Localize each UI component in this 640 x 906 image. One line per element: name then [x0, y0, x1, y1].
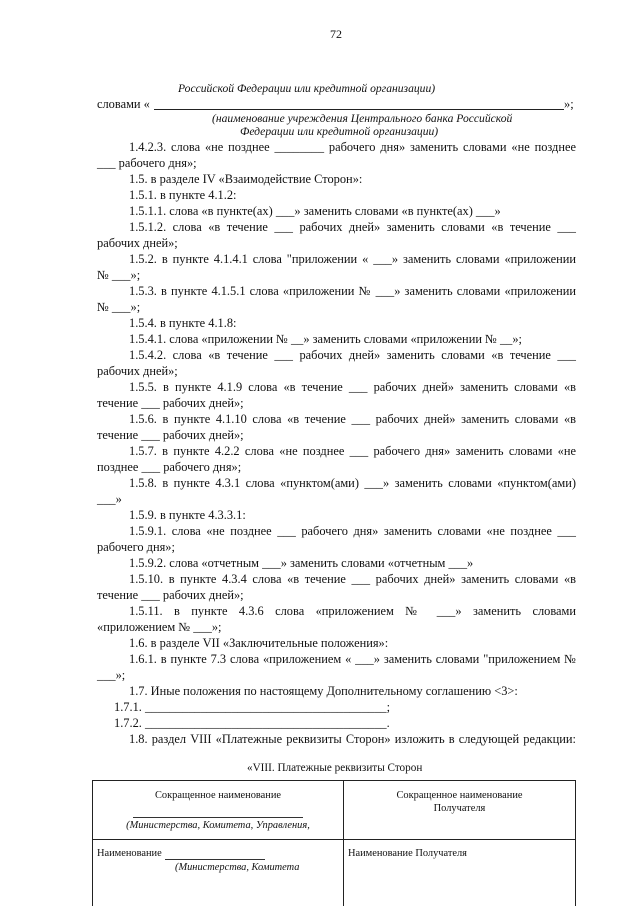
- institution-caption-line1: (наименование учреждения Центрального банка Российской: [212, 112, 513, 125]
- paragraph-1-5-4: 1.5.4. в пункте 4.1.8:: [129, 316, 237, 330]
- paragraph-1-5-3-cont: № ___»;: [97, 300, 141, 314]
- paragraph-1-7: 1.7. Иные положения по настоящему Дополнительному соглашению <3>:: [129, 684, 518, 698]
- paragraph-1-5-1-2: 1.5.1.2. слова «в течение ___ рабочих дней» заменить словами «в течение ___: [129, 220, 576, 234]
- paragraph-1-5-6-cont: течение ___ рабочих дней»;: [97, 428, 244, 442]
- paragraph-1-5-8-cont: ___»: [97, 492, 122, 506]
- table-left-row2-caption: (Министерства, Комитета: [175, 862, 300, 873]
- header-caption: Российской Федерации или кредитной организации): [178, 82, 436, 95]
- paragraph-1-5-1: 1.5.1. в пункте 4.1.2:: [129, 188, 237, 202]
- paragraph-1-5-9-2: 1.5.9.2. слова «отчетным ___» заменить словами «отчетным ___»: [129, 556, 474, 570]
- paragraph-1-5-11-cont: «приложением № ___»;: [97, 620, 222, 634]
- paragraph-1-5-6: 1.5.6. в пункте 4.1.10 слова «в течение ___ рабочих дней» заменить словами «в: [129, 412, 576, 426]
- paragraph-1-5-9-1-cont: рабочего дня»;: [97, 540, 175, 554]
- paragraph-1-7-1: 1.7.1. _______________________________________;: [114, 700, 391, 714]
- paragraph-1-5-7: 1.5.7. в пункте 4.2.2 слова «не позднее ___ рабочего дня» заменить словами «не: [129, 444, 576, 458]
- table-right-row2-label: Наименование Получателя: [348, 848, 467, 859]
- paragraph-1-5-4-2-cont: рабочих дней»;: [97, 364, 178, 378]
- paragraph-1-4-2-3: 1.4.2.3. слова «не позднее ________ рабочего дня» заменить словами «не позднее: [129, 140, 576, 154]
- paragraph-1-5-3: 1.5.3. в пункте 4.1.5.1 слова «приложении № ___» заменить словами «приложении: [129, 284, 576, 298]
- paragraph-1-5: 1.5. в разделе IV «Взаимодействие Сторон»:: [129, 172, 363, 186]
- paragraph-1-6: 1.6. в разделе VII «Заключительные положения»:: [129, 636, 389, 650]
- page-number: 72: [330, 27, 342, 41]
- paragraph-1-6-1-cont: ___»;: [97, 668, 126, 682]
- table-left-caption-1: (Министерства, Комитета, Управления,: [126, 820, 310, 831]
- paragraph-1-5-4-2: 1.5.4.2. слова «в течение ___ рабочих дней» заменить словами «в течение ___: [129, 348, 576, 362]
- words-line-prefix: словами «: [97, 97, 150, 111]
- paragraph-1-5-10: 1.5.10. в пункте 4.3.4 слова «в течение ___ рабочих дней» заменить словами «в: [129, 572, 576, 586]
- paragraph-1-5-4-1: 1.5.4.1. слова «приложении № __» заменить словами «приложении № __»;: [129, 332, 522, 346]
- paragraph-1-5-5-cont: течение ___ рабочих дней»;: [97, 396, 244, 410]
- table-right-header-1: Сокращенное наименование: [396, 790, 523, 801]
- paragraph-1-5-2-cont: № ___»;: [97, 268, 141, 282]
- table-left-header: Сокращенное наименование: [154, 790, 282, 801]
- requisites-table: [92, 780, 576, 906]
- paragraph-1-6-1: 1.6.1. в пункте 7.3 слова «приложением « ___» заменить словами "приложением №: [129, 652, 576, 666]
- paragraph-1-5-1-2-cont: рабочих дней»;: [97, 236, 178, 250]
- institution-caption-line2: Федерации или кредитной организации): [240, 125, 439, 138]
- table-right-header-2: Получателя: [433, 803, 486, 814]
- section-title: «VIII. Платежные реквизиты Сторон: [247, 762, 423, 774]
- paragraph-1-5-7-cont: позднее ___ рабочего дня»;: [97, 460, 242, 474]
- paragraph-1-5-2: 1.5.2. в пункте 4.1.4.1 слова "приложении « ___» заменить словами «приложении: [129, 252, 576, 266]
- paragraph-1-5-9-1: 1.5.9.1. слова «не позднее ___ рабочего дня» заменить словами «не позднее ___: [129, 524, 576, 538]
- paragraph-1-5-10-cont: течение ___ рабочих дней»;: [97, 588, 244, 602]
- paragraph-1-5-5: 1.5.5. в пункте 4.1.9 слова «в течение ___ рабочих дней» заменить словами «в: [129, 380, 576, 394]
- paragraph-1-5-8: 1.5.8. в пункте 4.3.1 слова «пунктом(ами) ___» заменить словами «пунктом(ами): [129, 476, 576, 490]
- table-left-row2-label: Наименование: [97, 848, 162, 859]
- table-left-name-blank: [133, 817, 303, 818]
- paragraph-1-5-1-1: 1.5.1.1. слова «в пункте(ах) ___» заменить словами «в пункте(ах) ___»: [129, 204, 501, 218]
- paragraph-1-5-9: 1.5.9. в пункте 4.3.3.1:: [129, 508, 246, 522]
- paragraph-1-4-2-3-cont: ___ рабочего дня»;: [97, 156, 197, 170]
- paragraph-1-8: 1.8. раздел VIII «Платежные реквизиты Сторон» изложить в следующей редакции:: [129, 732, 576, 746]
- paragraph-1-7-2: 1.7.2. _______________________________________.: [114, 716, 390, 730]
- table-left-row2-blank: [165, 859, 265, 860]
- paragraph-1-5-11: 1.5.11. в пункте 4.3.6 слова «приложением № ___» заменить словами: [129, 604, 576, 618]
- table-row-divider: [93, 839, 575, 840]
- words-line-suffix: »;: [564, 97, 574, 111]
- words-line-blank: [154, 109, 564, 110]
